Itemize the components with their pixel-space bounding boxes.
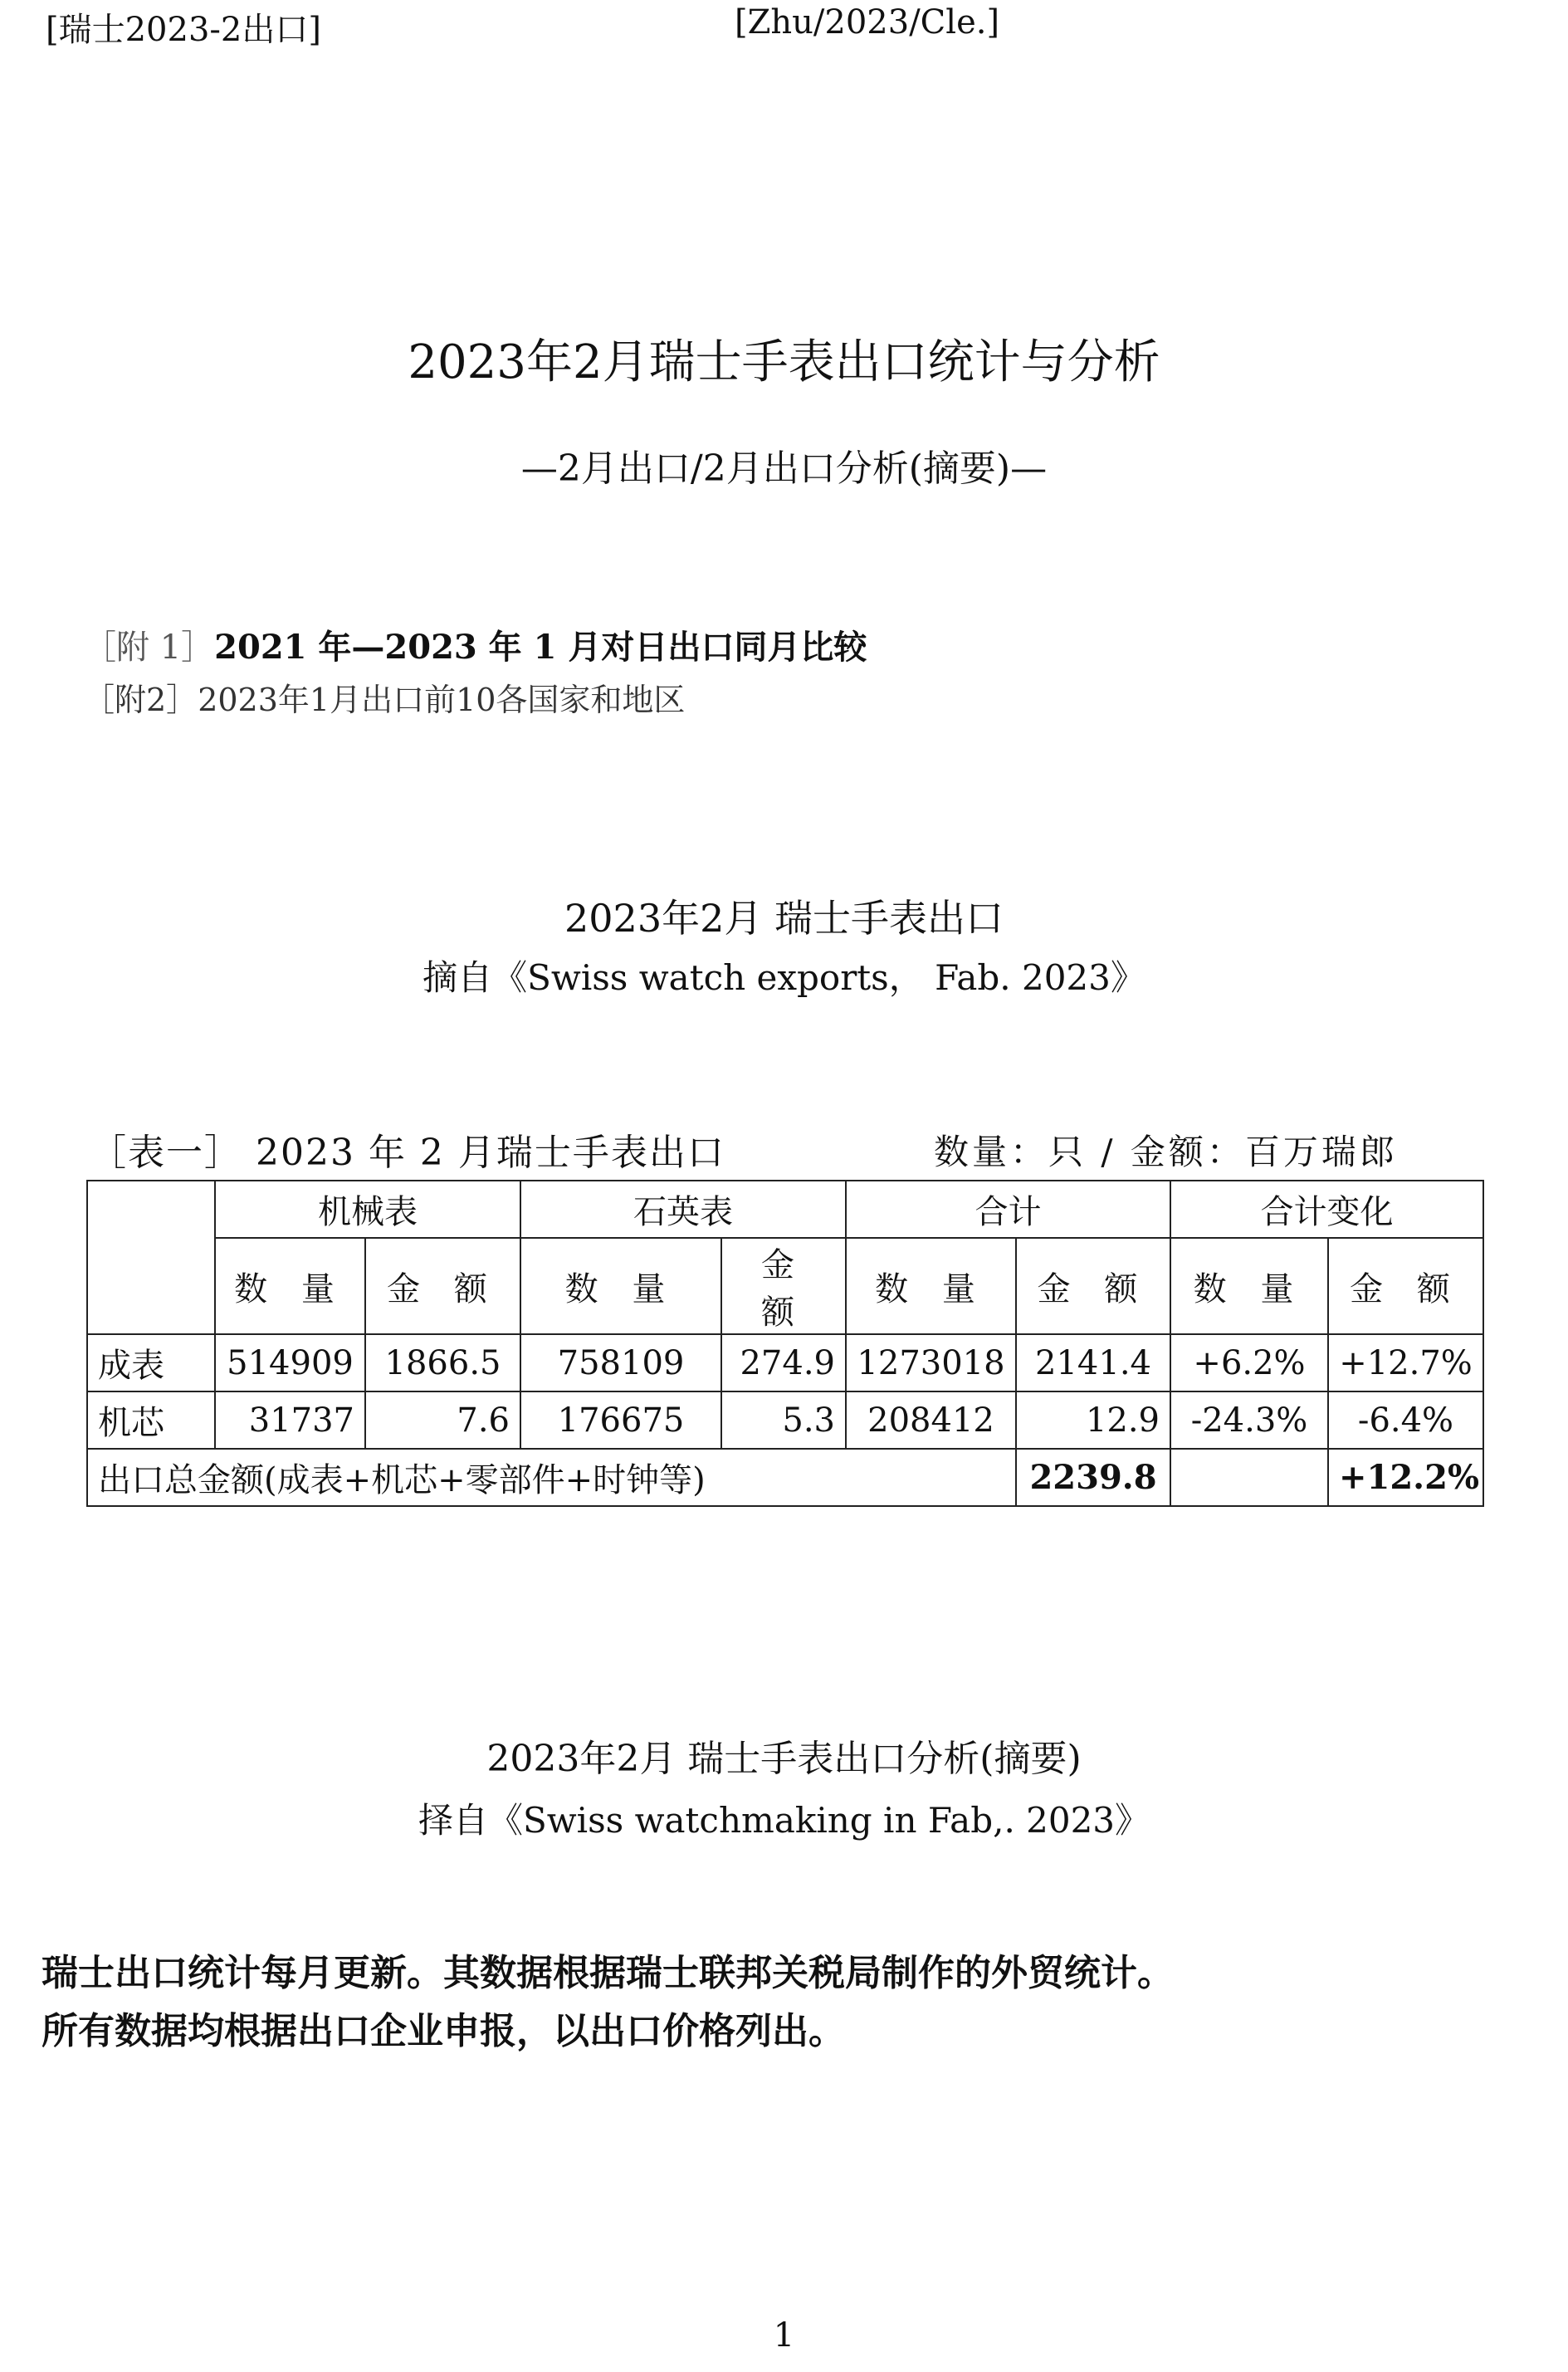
table-row (87, 1334, 1483, 1391)
attachment-2-text: 2023年1月出口前10各国家和地区 (198, 682, 686, 718)
export-table (86, 1180, 1484, 1507)
row-label: 机芯 (87, 1391, 215, 1449)
table-cell: +6.2% (1170, 1334, 1328, 1391)
note-line: 所有数据均根据出口企业申报，以出口价格列出。 (42, 2010, 845, 2052)
total-qty-change (1170, 1449, 1328, 1506)
table-cell: 176675 (520, 1391, 721, 1449)
attachment-2-label: ［附2］ (83, 682, 198, 718)
table-cell: 274.9 (721, 1334, 846, 1391)
table-corner-cell (87, 1181, 215, 1334)
attachment-1 (83, 621, 867, 668)
note-line: 瑞士出口统计每月更新。其数据根据瑞士联邦关税局制作的外贸统计。 (42, 1952, 1174, 1994)
table-cell: -24.3% (1170, 1391, 1328, 1449)
group-header-total: 合计 (846, 1181, 1170, 1238)
total-label: 出口总金额(成表+机芯+零部件+时钟等) (87, 1449, 1016, 1506)
export-section-source: 摘自《Swiss watch exports， Fab. 2023》 (423, 957, 1145, 998)
table-total-row (87, 1449, 1483, 1506)
group-header-quartz: 石英表 (520, 1181, 846, 1238)
sub-header-cell: 数 量 (520, 1238, 721, 1334)
sub-header-cell: 金 额 (1016, 1238, 1170, 1334)
page-subtitle: —2月出口/2月出口分析(摘要)— (520, 448, 1048, 490)
sub-header-cell: 金 额 (721, 1238, 846, 1334)
header-left: [瑞士2023-2出口] (46, 11, 321, 49)
sub-header-cell: 金 额 (365, 1238, 520, 1334)
table-cell: 7.6 (365, 1391, 520, 1449)
table-caption: ［表一］ 2023 年 2 月瑞士手表出口 (90, 1132, 725, 1174)
page-title: 2023年2月瑞士手表出口统计与分析 (408, 335, 1160, 389)
table-cell: -6.4% (1328, 1391, 1483, 1449)
analysis-section-title: 2023年2月 瑞士手表出口分析(摘要) (486, 1738, 1082, 1780)
analysis-section-source: 择自《Swiss watchmaking in Fab,. 2023》 (418, 1800, 1150, 1841)
sub-header-cell: 金 额 (1328, 1238, 1483, 1334)
total-value: 2239.8 (1016, 1449, 1170, 1506)
sub-header-cell: 数 量 (1170, 1238, 1328, 1334)
table-group-header-row (87, 1181, 1483, 1238)
export-section-title: 2023年2月 瑞士手表出口 (564, 896, 1004, 941)
table-cell: 758109 (520, 1334, 721, 1391)
table-cell: 208412 (846, 1391, 1016, 1449)
table-cell: +12.7% (1328, 1334, 1483, 1391)
group-header-total-change: 合计变化 (1170, 1181, 1483, 1238)
table-sub-header-row (87, 1238, 1483, 1334)
table-cell: 5.3 (721, 1391, 846, 1449)
row-label: 成表 (87, 1334, 215, 1391)
attachment-2 (83, 674, 685, 720)
attachment-1-label: ［附 1］ (83, 628, 215, 667)
total-value-change: +12.2% (1328, 1449, 1483, 1506)
attachment-1-text: 2021 年—2023 年 1 月对日出口同月比较 (214, 628, 867, 667)
table-cell: 1273018 (846, 1334, 1016, 1391)
page-number: 1 (773, 2316, 795, 2355)
table-cell: 31737 (215, 1391, 365, 1449)
header-right: [Zhu/2023/Cle.] (735, 3, 1000, 42)
group-header-mechanical: 机械表 (215, 1181, 520, 1238)
sub-header-cell: 数 量 (846, 1238, 1016, 1334)
table-row (87, 1391, 1483, 1449)
sub-header-cell: 数 量 (215, 1238, 365, 1334)
table-cell: 514909 (215, 1334, 365, 1391)
table-cell: 1866.5 (365, 1334, 520, 1391)
table-cell: 2141.4 (1016, 1334, 1170, 1391)
table-unit: 数量：只 / 金额：百万瑞郎 (934, 1132, 1398, 1172)
table-cell: 12.9 (1016, 1391, 1170, 1449)
